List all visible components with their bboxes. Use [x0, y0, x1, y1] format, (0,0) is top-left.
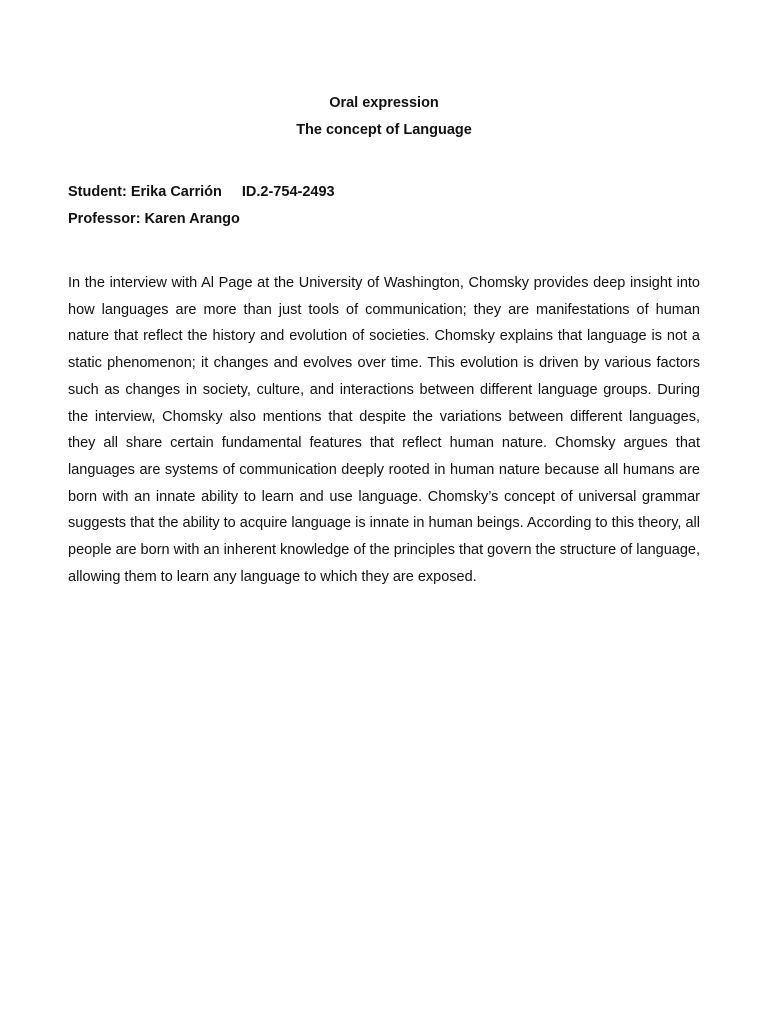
student-id: ID.2-754-2493 [241, 184, 335, 200]
student-line [68, 182, 335, 202]
body-paragraph: In the interview with Al Page at the University of Washington, Chomsky provides deep insight into how languages are more than just tools of communication; they are manifestations of human nature that reflect the history and evolution of societies. Chomsky explains that language is not a static phenomenon; it changes and evolves over time. This evolution is driven by various factors such as changes in society, culture, and interactions between different language groups. During the interview, Chomsky also mentions that despite the variations between different languages, they all share certain fundamental features that reflect human nature. Chomsky argues that languages are systems of communication deeply rooted in human nature because all humans are born with an innate ability to learn and use language. Chomsky’s concept of universal grammar suggests that the ability to acquire language is innate in human beings. According to this theory, all people are born with an inherent knowledge of the principles that govern the structure of language, allowing them to learn any language to which they are exposed. [68, 275, 700, 585]
document-subtitle: The concept of Language [296, 122, 472, 138]
professor-line: Professor: Karen Arango [68, 211, 240, 227]
document-title: Oral expression [329, 95, 439, 111]
student-name: Student: Erika Carrión [68, 184, 222, 200]
